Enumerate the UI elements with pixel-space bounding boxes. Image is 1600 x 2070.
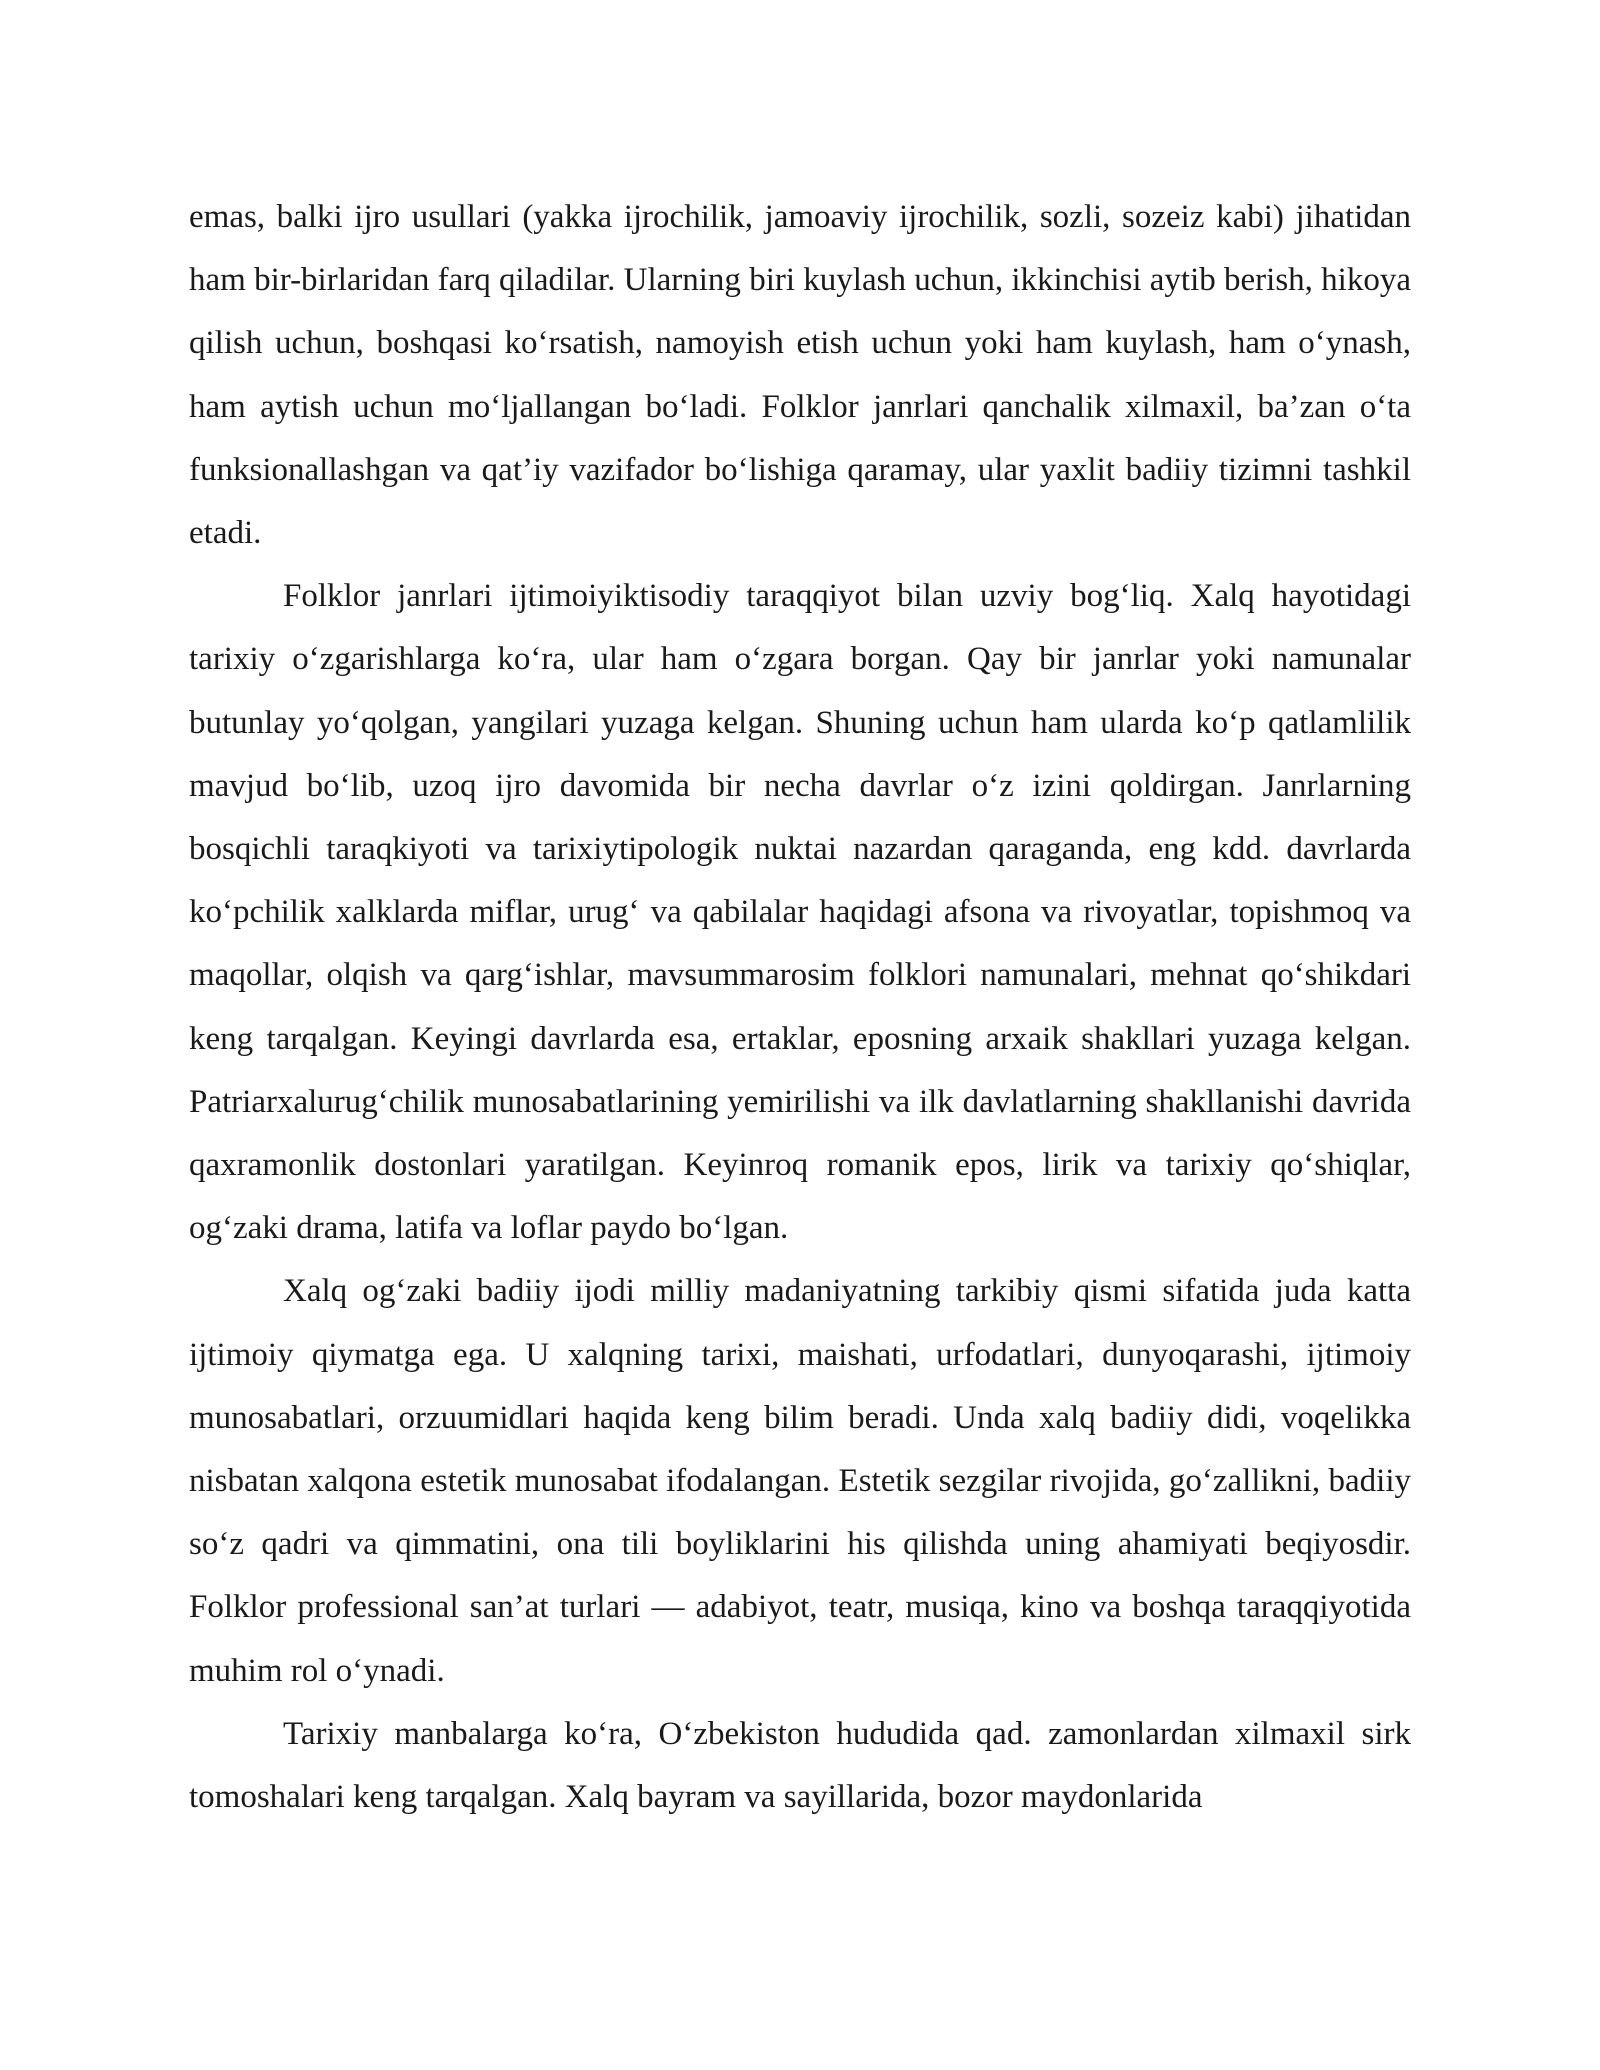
paragraph-folklor-genres-history: Folklor janrlari ijtimoiyiktisodiy taraqqiyot bilan uzviy bog‘liq. Xalq hayotidagi tarixiy o‘zgarishlarga ko‘ra, ular ham o‘zgara borgan. Qay bir janrlar yoki namunalar butunlay yo‘qolgan, yangilari yuzaga kelgan. Shuning uchun ham ularda ko‘p qatlamlilik mavjud bo‘lib, uzoq ijro davomida bir necha davrlar o‘z izini qoldirgan. Janrlarning bosqichli taraqkiyoti va tarixiytipologik nuktai nazardan qaraganda, eng kdd. davrlarda ko‘pchilik xalklarda miflar, urug‘ va qabilalar haqidagi afsona va rivoyatlar, topishmoq va maqollar, olqish va qarg‘ishlar, mavsummarosim folklori namunalari, mehnat qo‘shikdari keng tarqalgan. Keyingi davrlarda esa, ertaklar, eposning arxaik shakllari yuzaga kelgan. Patriarxalurug‘chilik munosabatlarining yemirilishi va ilk davlatlarning shakllanishi davrida qaxramonlik dostonlari yaratilgan. Keyinroq romanik epos, lirik va tarixiy qo‘shiqlar, og‘zaki drama, latifa va loflar paydo bo‘lgan.	[189, 578, 1411, 1247]
paragraph-circus-history: Tarixiy manbalarga ko‘ra, O‘zbekiston hududida qad. zamonlardan xilmaxil sirk tomoshalari keng tarqalgan. Xalq bayram va sayillarida, bozor maydonlarida	[189, 1715, 1411, 1816]
paragraph-folk-oral-art-value: Xalq og‘zaki badiiy ijodi milliy madaniyatning tarkibiy qismi sifatida juda katta ijtimoiy qiymatga ega. U xalqning tarixi, maishati, urfodatlari, dunyoqarashi, ijtimoiy munosabatlari, orzuumidlari haqida keng bilim beradi. Unda xalq badiiy didi, voqelikka nisbatan xalqona estetik munosabat ifodalangan. Estetik sezgilar rivojida, go‘zallikni, badiiy so‘z qadri va qimmatini, ona tili boyliklarini his qilishda uning ahamiyati beqiyosdir. Folklor professional san’at turlari — adabiyot, teatr, musiqa, kino va boshqa taraqqiyotida muhim rol o‘ynadi.	[189, 1273, 1411, 1689]
document-body	[189, 186, 1411, 1829]
paragraph-continuation: emas, balki ijro usullari (yakka ijrochilik, jamoaviy ijrochilik, sozli, sozeiz kabi) jihatidan ham bir-birlaridan farq qiladilar. Ularning biri kuylash uchun, ikkinchisi aytib berish, hikoya qilish uchun, boshqasi ko‘rsatish, namoyish etish uchun yoki ham kuylash, ham o‘ynash, ham aytish uchun mo‘ljallangan bo‘ladi. Folklor janrlari qanchalik xilmaxil, ba’zan o‘ta funksionallashgan va qat’iy vazifador bo‘lishiga qaramay, ular yaxlit badiiy tizimni tashkil etadi.	[189, 199, 1411, 552]
